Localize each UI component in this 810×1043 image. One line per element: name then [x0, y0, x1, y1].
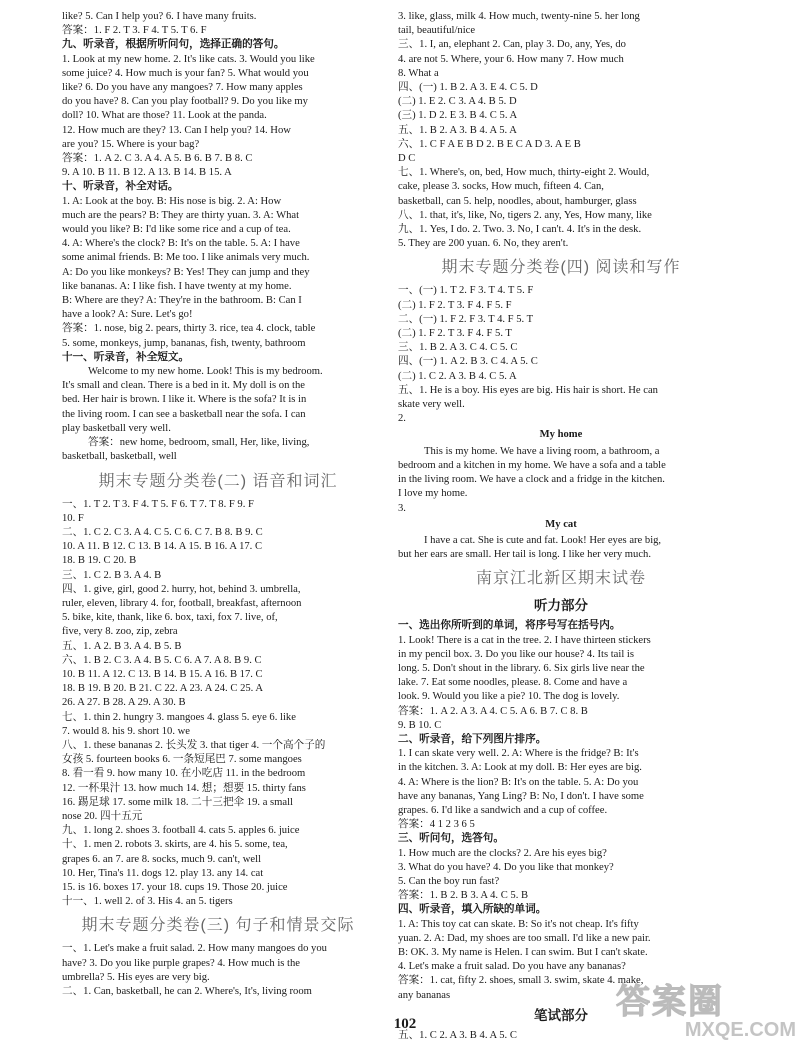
answer-line: B: Where are they? A: They're in the bathroom. B: Can I	[62, 295, 302, 307]
answer-line: nose 20. 四十五元	[62, 810, 143, 822]
answer-line: tail, beautiful/nice	[398, 25, 476, 37]
answer-line: cake, please 3. socks, How much, fifteen 4. Can,	[398, 181, 604, 193]
paragraph-line: I have a cat. She is cute and fat. Look! Her eyes are big,	[424, 534, 662, 546]
answer-line: 一、1. Let's make a fruit salad. 2. How many mangoes do you	[62, 943, 327, 955]
answer-line: 四、(一) 1. B 2. A 3. E 4. C 5. D	[398, 82, 538, 94]
answer-line: much are the pears? B: They are thirty yuan. 3. A: What	[62, 209, 300, 221]
watermark-text: 答案圈	[616, 983, 724, 1021]
answer-line: 答案：1. A 2. A 3. A 4. C 5. A 6. B 7. C 8. B	[398, 705, 588, 717]
question-heading: 三、听问句，选答句。	[398, 833, 504, 845]
answer-line: B: OK. 3. My name is Helen. I can swim. But I can't skate.	[398, 946, 648, 958]
answer-line: long. 5. Don't shout in the library. 6. Six girls live near the	[398, 662, 645, 674]
answer-line: 8. 看一看 9. how many 10. 在小吃店 11. in the bedroom	[62, 768, 306, 780]
answer-line: 答案：1. A 2. C 3. A 4. A 5. B 6. B 7. B 8. C	[62, 153, 253, 165]
part-heading: 笔试部分	[534, 1007, 588, 1023]
answer-line: 16. 踢足球 17. some milk 18. 二十三把伞 19. a small	[62, 796, 293, 808]
question-heading: 十、听录音，补全对话。	[62, 181, 179, 193]
answer-line: 十、1. men 2. robots 3. skirts, are 4. his 5. some, tea,	[62, 839, 288, 851]
answer-line: like? 6. Do you have any mangoes? 7. How many apples	[62, 82, 303, 94]
answer-line: 3.	[398, 502, 406, 514]
question-heading: 十一、听录音，补全短文。	[62, 351, 190, 363]
answer-line: 三、1. C 2. B 3. A 4. B	[62, 569, 162, 581]
answer-line: lake. 7. Eat some noodles, please. 8. Come and have a	[398, 677, 628, 689]
answer-line: bed. Her hair is brown. I like it. Where is the sofa? It is in	[62, 394, 307, 406]
answer-line: 一、(一) 1. T 2. F 3. T 4. T 5. F	[398, 285, 534, 297]
answer-line: 二、(一) 1. F 2. F 3. T 4. F 5. T	[398, 313, 534, 325]
answer-line: 女孩 5. fourteen books 6. 一条短尾巴 7. some mangoes	[62, 754, 302, 766]
answer-line: look. 9. Would you like a pie? 10. The dog is lovely.	[398, 691, 620, 703]
section-banner: 期末专题分类卷(三) 句子和情景交际	[81, 917, 355, 935]
answer-line: 10. Her, Tina's 11. dogs 12. play 13. any 14. cat	[62, 867, 264, 879]
section-banner: 南京江北新区期末试卷	[475, 570, 646, 588]
page-number: 102	[393, 1016, 417, 1032]
answer-line: (二) 1. E 2. C 3. A 4. B 5. D	[398, 96, 517, 108]
answer-line: 二、1. C 2. C 3. A 4. C 5. C 6. C 7. B 8. B 9. C	[62, 526, 263, 538]
answer-line: 1. I can skate very well. 2. A: Where is the fridge? B: It's	[398, 748, 639, 760]
answer-line: 1. Look! There is a cat in the tree. 2. I have thirteen stickers	[398, 634, 651, 646]
left-column	[62, 10, 374, 999]
answer-line: 五、1. C 2. A 3. B 4. A 5. C	[398, 1029, 517, 1041]
answer-line: are you? 15. Where is your bag?	[62, 138, 200, 150]
paragraph-line: This is my home. We have a living room, a bathroom, a	[424, 445, 660, 457]
essay-title: My home	[539, 429, 583, 441]
answer-line: 4. A: Where is the lion? B: It's on the table. 5. A: Do you	[398, 776, 639, 788]
paragraph-line: 答案：new home, bedroom, small, Her, like, living,	[88, 437, 310, 449]
answer-line: but her ears are small. Her tail is long. I like her very much.	[398, 549, 651, 561]
answer-line: D C	[398, 153, 416, 165]
answer-line: (二) 1. F 2. T 3. F 4. F 5. F	[398, 299, 512, 311]
answer-line: I love my home.	[398, 488, 468, 500]
answer-line: 九、1. long 2. shoes 3. football 4. cats 5. apples 6. juice	[62, 825, 300, 837]
answer-line: in my pencil box. 3. Do you like our house? 4. Its tail is	[398, 648, 634, 660]
answer-line: skate very well.	[398, 399, 465, 411]
answer-line: 七、1. Where's, on, bed, How much, thirty-eight 2. Would,	[398, 167, 650, 179]
answer-line: 3. What do you have? 4. Do you like that monkey?	[398, 861, 614, 873]
answer-line: 15. is 16. boxes 17. your 18. cups 19. Those 20. juice	[62, 881, 288, 893]
watermark-url: MXQE.COM	[684, 1019, 796, 1041]
answer-line: 三、1. B 2. A 3. C 4. C 5. C	[398, 342, 518, 354]
answer-line: 答案：4 1 2 3 6 5	[398, 819, 475, 831]
answer-line: 2.	[398, 413, 406, 425]
answer-line: 4. A: Where's the clock? B: It's on the table. 5. A: I have	[62, 238, 300, 250]
answer-line: 四、1. give, girl, good 2. hurry, hot, behind 3. umbrella,	[62, 583, 301, 595]
answer-line: 8. What a	[398, 67, 439, 79]
answer-line: in the living room. We have a clock and a fridge in the kitchen.	[398, 474, 665, 486]
answer-line: 10. F	[62, 512, 84, 524]
answer-line: like bananas. A: I like fish. I have twenty at my home.	[62, 280, 292, 292]
answer-line: grapes. 6. I'd like a sandwich and a cup of coffee.	[398, 804, 608, 816]
answer-line: 八、1. these bananas 2. 长头发 3. that tiger 4. 一个高个子的	[62, 739, 326, 751]
answer-line: play basketball very well.	[62, 422, 171, 434]
answer-line: A: Do you like monkeys? B: Yes! They can jump and they	[62, 266, 310, 278]
question-heading: 一、选出你所听到的单词，将序号写在括号内。	[398, 620, 621, 632]
question-heading: 二、听录音，给下列图片排序。	[398, 733, 547, 745]
answer-line: some animal friends. B: Me too. I like animals very much.	[62, 252, 310, 264]
paragraph-line: Welcome to my new home. Look! This is my bedroom.	[88, 366, 323, 378]
answer-line: doll? 10. What are those? 11. Look at the panda.	[62, 110, 267, 122]
answer-line: 六、1. C F A E B D 2. B E C A D 3. A E B	[398, 138, 581, 150]
answer-line: 答案：1. cat, fifty 2. shoes, small 3. swim, skate 4. make,	[398, 975, 644, 987]
answer-line: some juice? 4. How much is your fan? 5. What would you	[62, 67, 309, 79]
part-heading: 听力部分	[534, 598, 588, 614]
answer-line: 5. some, monkeys, jump, bananas, fish, twenty, bathroom	[62, 337, 306, 349]
answer-line: have a look? A: Sure. Let's go!	[62, 309, 193, 321]
question-heading: 四、听录音，填入所缺的单词。	[398, 904, 547, 916]
answer-line: 5. They are 200 yuan. 6. No, they aren't.	[398, 238, 569, 250]
answer-line: 5. Can the boy run fast?	[398, 875, 500, 887]
answer-line: 九、1. Yes, I do. 2. Two. 3. No, I can't. 4. It's in the desk.	[398, 224, 642, 236]
answer-line: basketball, can 5. help, noodles, about, hamburger, glass	[398, 195, 637, 207]
answer-line: 八、1. that, it's, like, No, tigers 2. any, Yes, How many, like	[398, 209, 652, 221]
answer-line: 答案：1. F 2. T 3. F 4. T 5. T 6. F	[62, 25, 207, 37]
answer-line: 五、1. B 2. A 3. B 4. A 5. A	[398, 124, 517, 136]
answer-line: 10. B 11. A 12. C 13. B 14. B 15. A 16. B 17. C	[62, 668, 263, 680]
answer-line: the living room. I can see a basketball near the sofa. I can	[62, 408, 306, 420]
answer-line: 1. How much are the clocks? 2. Are his eyes big?	[398, 847, 607, 859]
answer-line: 十一、1. well 2. of 3. His 4. an 5. tigers	[62, 896, 233, 908]
essay-title: My cat	[545, 518, 577, 530]
section-banner: 期末专题分类卷(二) 语音和词汇	[98, 472, 338, 490]
answer-line: 1. A: This toy cat can skate. B: So it's not cheap. It's fifty	[398, 918, 639, 930]
answer-line: 四、(一) 1. A 2. B 3. C 4. A 5. C	[398, 356, 538, 368]
answer-line: It's small and clean. There is a bed in it. My doll is on the	[62, 380, 305, 392]
answer-line: 1. A: Look at the boy. B: His nose is big. 2. A: How	[62, 195, 282, 207]
answer-line: 3. like, glass, milk 4. How much, twenty-nine 5. her long	[398, 11, 640, 22]
answer-line: grapes 6. an 7. are 8. socks, much 9. can't, well	[62, 853, 262, 865]
section-banner: 期末专题分类卷(四) 阅读和写作	[441, 259, 681, 277]
right-column	[398, 10, 724, 1043]
answer-line: 12. How much are they? 13. Can I help you? 14. How	[62, 124, 291, 136]
watermark-logo	[616, 983, 796, 1041]
answer-line: (二) 1. F 2. T 3. F 4. F 5. T	[398, 328, 512, 340]
answer-line: 五、1. He is a boy. His eyes are big. His hair is short. He can	[398, 384, 658, 396]
answer-line: 12. 一杯果汁 13. how much 14. 想；想要 15. thirty fans	[62, 782, 306, 794]
answer-line: 26. A 27. B 28. A 29. A 30. B	[62, 697, 186, 709]
answer-line: 一、1. T 2. T 3. F 4. T 5. F 6. T 7. T 8. F 9. F	[62, 498, 254, 510]
answer-line: basketball, basketball, well	[62, 451, 177, 463]
answer-line: 五、1. A 2. B 3. A 4. B 5. B	[62, 640, 182, 652]
answer-line: 1. Look at my new home. 2. It's like cats. 3. Would you like	[62, 53, 315, 65]
answer-line: 18. B 19. B 20. B 21. C 22. A 23. A 24. C 25. A	[62, 683, 264, 695]
answer-line: 10. A 11. B 12. C 13. B 14. A 15. B 16. A 17. C	[62, 541, 263, 553]
answer-line: do you have? 8. Can you play football? 9. Do you like my	[62, 96, 308, 108]
answer-line: 7. would 8. his 9. short 10. we	[62, 725, 191, 737]
answer-line: 答案：1. nose, big 2. pears, thirty 3. rice, tea 4. clock, table	[62, 323, 316, 335]
question-heading: 九、听录音，根据所听问句，选择正确的答句。	[62, 39, 285, 51]
answer-line: (三) 1. D 2. E 3. B 4. C 5. A	[398, 110, 518, 122]
answer-line: bedroom and a kitchen in my home. We have a sofa and a table	[398, 459, 666, 471]
answer-line: five, very 8. zoo, zip, zebra	[62, 626, 178, 638]
answer-line: 9. A 10. B 11. B 12. A 13. B 14. B 15. A	[62, 167, 232, 179]
answer-line: umbrella? 5. His eyes are very big.	[62, 971, 210, 983]
answer-line: 5. bike, kite, thank, like 6. box, taxi, fox 7. live, of,	[62, 612, 278, 624]
answer-line: 18. B 19. C 20. B	[62, 555, 137, 567]
answer-line: ruler, eleven, library 4. for, football, breakfast, afternoon	[62, 597, 302, 609]
answer-line: (二) 1. C 2. A 3. B 4. C 5. A	[398, 370, 517, 382]
answer-line: 六、1. B 2. C 3. A 4. B 5. C 6. A 7. A 8. B 9. C	[62, 654, 262, 666]
answer-line: in the kitchen. 3. A: Look at my doll. B: Her eyes are big.	[398, 762, 642, 774]
answer-line: 二、1. Can, basketball, he can 2. Where's, It's, living room	[62, 986, 312, 997]
answer-line: would you like? B: I'd like some rice and a cup of tea.	[62, 224, 291, 236]
answer-line: 三、1. I, an, elephant 2. Can, play 3. Do, any, Yes, do	[398, 39, 626, 51]
answer-line: have? 3. Do you like purple grapes? 4. How much is the	[62, 957, 301, 969]
answer-line: 4. Let's make a fruit salad. Do you have any bananas?	[398, 961, 626, 973]
answer-line: like? 5. Can I help you? 6. I have many fruits.	[62, 11, 257, 22]
answer-line: have any bananas, Yang Ling? B: No, I don't. I have some	[398, 790, 644, 802]
answer-line: 9. B 10. C	[398, 719, 442, 731]
answer-line: yuan. 2. A: Dad, my shoes are too small. I'd like a new pair.	[398, 932, 651, 944]
answer-line: 答案：1. B 2. B 3. A 4. C 5. B	[398, 890, 529, 902]
answer-line: 七、1. thin 2. hungry 3. mangoes 4. glass 5. eye 6. like	[62, 711, 296, 723]
answer-line: 4. are not 5. Where, your 6. How many 7. How much	[398, 53, 624, 65]
answer-line: any bananas	[398, 989, 451, 1001]
